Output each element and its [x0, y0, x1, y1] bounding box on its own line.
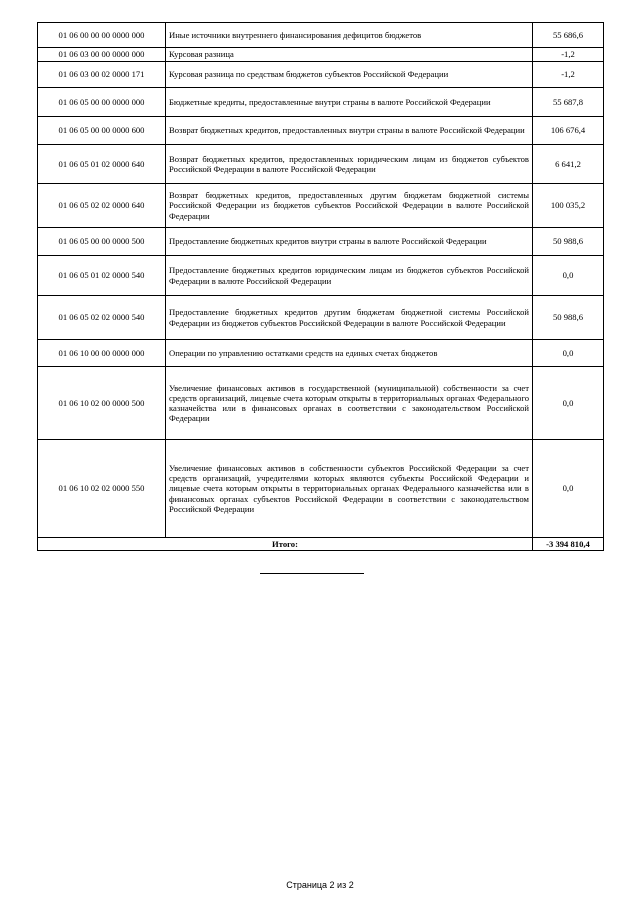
classification-code: 01 06 05 01 02 0000 640: [38, 145, 166, 184]
item-name: Увеличение финансовых активов в собственности субъектов Российской Федерации за счет средств организаций, учредителями которых являются субъекты Российской Федерации и лицевые счета которым открыты в территориальных органах Федерального казначейства или в финансовых органах субъектов Российской Федерации в соответствии с законодательством Российской Федерации: [166, 440, 533, 538]
classification-code: 01 06 05 00 00 0000 600: [38, 117, 166, 145]
budget-sources-table: [37, 22, 604, 551]
item-name: Возврат бюджетных кредитов, предоставленных юридическим лицам из бюджетов субъектов Российской Федерации в валюте Российской Федерации: [166, 145, 533, 184]
table-body: [38, 23, 604, 551]
classification-code: 01 06 05 02 02 0000 640: [38, 184, 166, 228]
classification-code: 01 06 03 00 02 0000 171: [38, 62, 166, 88]
table-row: [38, 184, 604, 228]
classification-code: 01 06 05 00 00 0000 000: [38, 88, 166, 117]
table-row: [38, 340, 604, 367]
item-amount: 50 988,6: [533, 228, 604, 256]
item-amount: 55 686,6: [533, 23, 604, 48]
item-name: Операции по управлению остатками средств на единых счетах бюджетов: [166, 340, 533, 367]
item-amount: -1,2: [533, 48, 604, 62]
item-amount: 0,0: [533, 340, 604, 367]
item-name: Возврат бюджетных кредитов, предоставленных внутри страны в валюте Российской Федерации: [166, 117, 533, 145]
classification-code: 01 06 10 02 00 0000 500: [38, 367, 166, 440]
item-name: Предоставление бюджетных кредитов юридическим лицам из бюджетов субъектов Российской Федерации в валюте Российской Федерации: [166, 256, 533, 296]
classification-code: 01 06 10 02 02 0000 550: [38, 440, 166, 538]
classification-code: 01 06 05 00 00 0000 500: [38, 228, 166, 256]
end-divider: [260, 573, 364, 574]
item-amount: 6 641,2: [533, 145, 604, 184]
table-row: [38, 367, 604, 440]
total-row: [38, 538, 604, 551]
classification-code: 01 06 05 01 02 0000 540: [38, 256, 166, 296]
item-amount: 0,0: [533, 440, 604, 538]
item-name: Предоставление бюджетных кредитов другим бюджетам бюджетной системы Российской Федерации из бюджетов субъектов Российской Федерации в валюте Российской Федерации: [166, 296, 533, 340]
table-row: [38, 256, 604, 296]
table-row: [38, 62, 604, 88]
table-row: [38, 228, 604, 256]
item-amount: 0,0: [533, 256, 604, 296]
total-amount: -3 394 810,4: [533, 538, 604, 551]
classification-code: 01 06 00 00 00 0000 000: [38, 23, 166, 48]
item-name: Курсовая разница: [166, 48, 533, 62]
table-row: [38, 117, 604, 145]
table-row: [38, 48, 604, 62]
classification-code: 01 06 10 00 00 0000 000: [38, 340, 166, 367]
item-amount: 100 035,2: [533, 184, 604, 228]
page-number: Страница 2 из 2: [286, 880, 354, 890]
item-name: Бюджетные кредиты, предоставленные внутри страны в валюте Российской Федерации: [166, 88, 533, 117]
table-row: [38, 145, 604, 184]
total-label: Итого:: [38, 538, 533, 551]
item-amount: 106 676,4: [533, 117, 604, 145]
item-amount: 0,0: [533, 367, 604, 440]
table-row: [38, 23, 604, 48]
table-row: [38, 440, 604, 538]
item-name: Иные источники внутреннего финансирования дефицитов бюджетов: [166, 23, 533, 48]
item-amount: -1,2: [533, 62, 604, 88]
item-name: Курсовая разница по средствам бюджетов субъектов Российской Федерации: [166, 62, 533, 88]
item-name: Увеличение финансовых активов в государственной (муниципальной) собственности за счет средств организаций, лицевые счета которым открыты в территориальных органах Федерального казначейства или в финансовых органах в соответствии с законодательством Российской Федерации: [166, 367, 533, 440]
table-row: [38, 88, 604, 117]
classification-code: 01 06 03 00 00 0000 000: [38, 48, 166, 62]
item-amount: 55 687,8: [533, 88, 604, 117]
table-row: [38, 296, 604, 340]
item-name: Возврат бюджетных кредитов, предоставленных другим бюджетам бюджетной системы Российской Федерации из бюджетов субъектов Российской Федерации в валюте Российской Федерации: [166, 184, 533, 228]
item-name: Предоставление бюджетных кредитов внутри страны в валюте Российской Федерации: [166, 228, 533, 256]
classification-code: 01 06 05 02 02 0000 540: [38, 296, 166, 340]
item-amount: 50 988,6: [533, 296, 604, 340]
